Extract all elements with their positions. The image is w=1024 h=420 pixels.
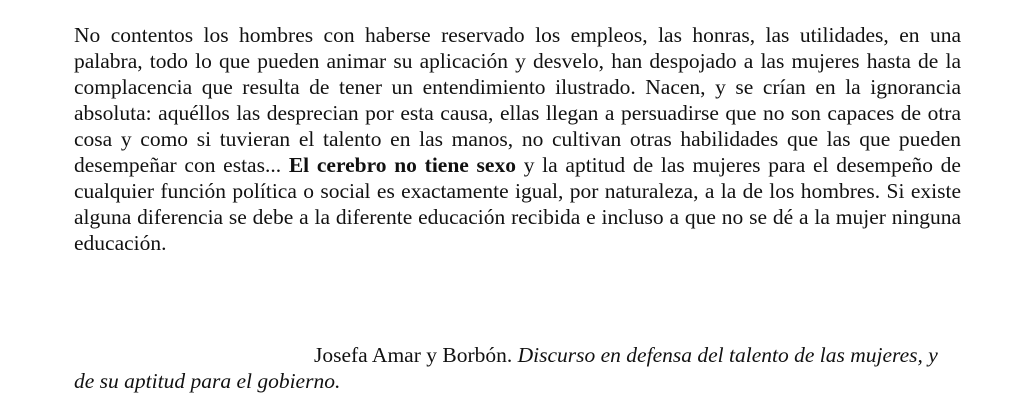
attribution-work-title: Discurso en defensa del talento de las mujeres, y de su aptitud para el gobierno. — [74, 343, 938, 393]
quote-paragraph — [74, 22, 961, 256]
attribution-author: Josefa Amar y Borbón. — [314, 343, 513, 367]
quote-bold-phrase: El cerebro no tiene sexo — [288, 153, 516, 177]
attribution — [74, 342, 961, 394]
quote-text-end: y la aptitud de las mujeres para el desempeño de cualquier función política o social es exactamente igual, por naturaleza, a la de los hombres. Si existe alguna diferencia se debe a la diferente educación recibida e incluso a que no se dé a la mujer ninguna educación. — [74, 153, 961, 255]
quote-text-start: No contentos los hombres con haberse reservado los empleos, las honras, las utilidades, en una palabra, todo lo que pueden animar su aplicación y desvelo, han despojado a las mujeres hasta de la complacencia que resulta de tener un entendimiento ilustrado. Nacen, y se crían en la ignorancia absoluta: aquéllos las desprecian por esta causa, ellas llegan a persuadirse que no son capaces de otra cosa y como si tuvieran el talento en las manos, no cultivan otras habilidades que las que pueden desempeñar con estas... — [74, 23, 961, 177]
